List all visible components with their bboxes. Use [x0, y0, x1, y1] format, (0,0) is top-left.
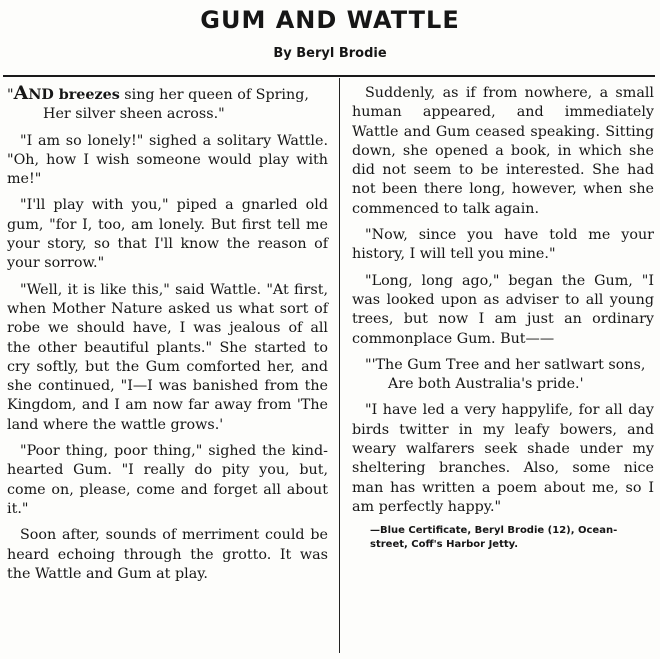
opening-verse-line	[7, 84, 328, 105]
drop-cap: A	[13, 82, 29, 104]
verse-line-rest: sing her queen of Spring,	[119, 87, 309, 103]
paragraph: "Long, long ago," began the Gum, "I was looked upon as adviser to all young trees, but now I am just an ordinary commonplace Gum. But——	[352, 272, 654, 347]
article-title: GUM AND WATTLE	[200, 6, 460, 34]
opening-quote: "	[7, 87, 14, 103]
paragraph: "I am so lonely!" sighed a solitary Wattle. "Oh, how I wish someone would play with me!"	[7, 132, 328, 188]
lead-in: ND breezes	[28, 87, 120, 103]
byline: By Beryl Brodie	[273, 46, 387, 61]
paragraph: "I have led a very happylife, for all day birds twitter in my leafy bowers, and weary walfarers seek shade under my sheltering branches. Also, some nice man has written a poem about me, so I am perfectly happy."	[352, 402, 654, 515]
paragraph: "Now, since you have told me your history, I will tell you mine."	[352, 227, 654, 263]
paragraph: "Poor thing, poor thing," sighed the kind-hearted Gum. "I really do pity you, but, come on, please, come and forget all about it."	[7, 443, 328, 517]
paragraph: Suddenly, as if from nowhere, a small human appeared, and immediately Wattle and Gum ceased speaking. Sitting down, she opened a book, in which she did not seem to be interested. She had not been there long, however, when she commenced to talk again.	[352, 85, 654, 217]
paragraph: "Well, it is like this," said Wattle. "At first, when Mother Nature asked us what sort of robe we should have, I was jealous of all the other beautiful plants." She started to cry softly, but the Gum comforted her, and she continued, "I—I was banished from the Kingdom, and I am now far away from 'The land where the wattle grows.'	[7, 281, 328, 433]
header-rule	[3, 75, 655, 77]
left-column	[7, 84, 328, 591]
column-divider	[339, 78, 340, 653]
author-signature: —Blue Certificate, Beryl Brodie (12), Ocean-street, Coff's Harbor Jetty.	[370, 525, 618, 551]
right-column	[352, 84, 654, 559]
verse-line: "'The Gum Tree and her satlwart sons,	[365, 356, 646, 373]
paragraph: "I'll play with you," piped a gnarled old gum, "for I, too, am lonely. But first tell me your story, so that I'll know the reason of your sorrow."	[7, 197, 328, 272]
paragraph: Soon after, sounds of merriment could be heard echoing through the grotto. It was the Wattle and Gum at play.	[7, 527, 328, 582]
opening-verse-line-2: Her silver sheen across."	[43, 106, 225, 123]
verse-line: Are both Australia's pride.'	[388, 376, 584, 393]
